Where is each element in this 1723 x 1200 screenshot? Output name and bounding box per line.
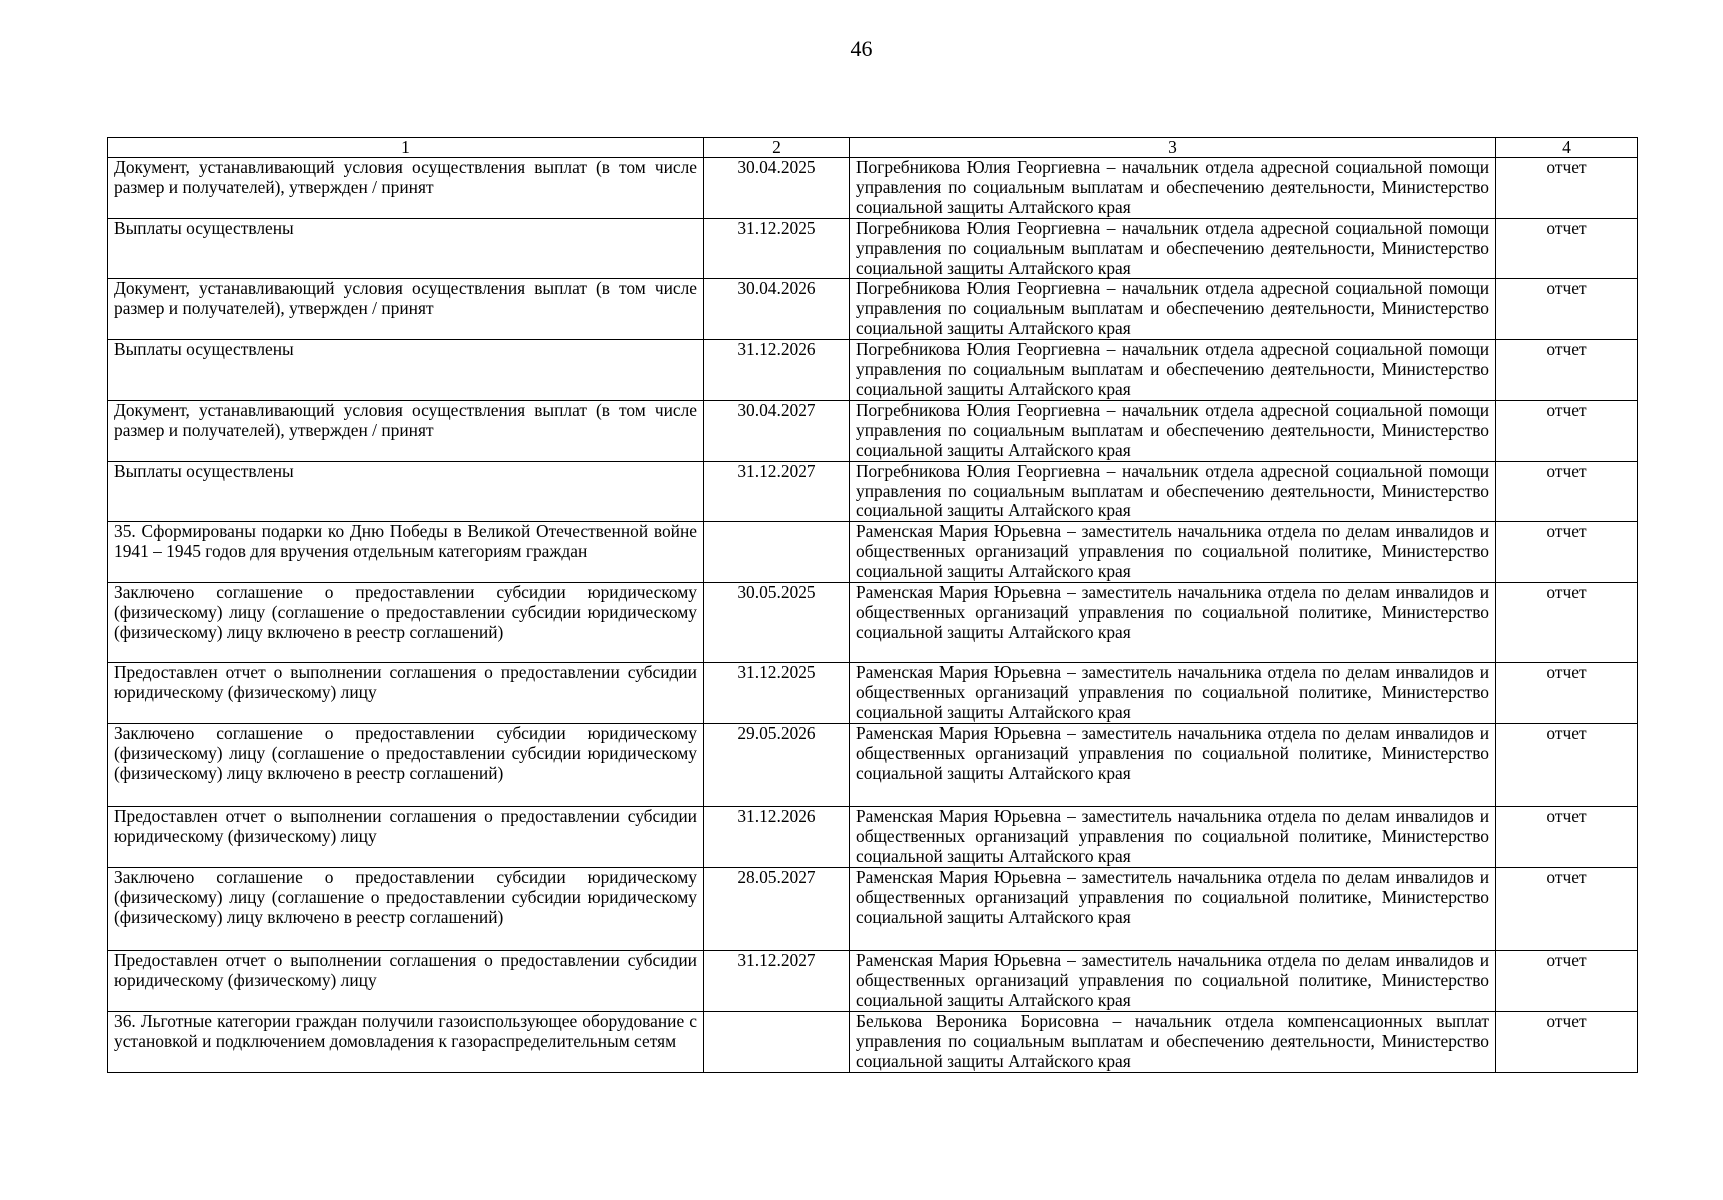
responsible-cell: Раменская Мария Юрьевна – заместитель начальника отдела по делам инвалидов и общественных организаций управления по социальной политике, Министерство социальной защиты Алтайского края [850,807,1496,868]
column-header: 4 [1496,138,1638,158]
date-cell: 31.12.2027 [704,461,850,522]
document-cell: отчет [1496,522,1638,583]
table-row [108,1012,1638,1073]
column-header: 2 [704,138,850,158]
event-cell: Заключено соглашение о предоставлении субсидии юридическому (физическому) лицу (соглашение о предоставлении субсидии юридическому (физическому) лицу включено в реестр соглашений) [108,724,704,807]
table-row [108,340,1638,401]
document-cell: отчет [1496,400,1638,461]
table-row [108,461,1638,522]
document-cell: отчет [1496,951,1638,1012]
responsible-cell: Раменская Мария Юрьевна – заместитель начальника отдела по делам инвалидов и общественных организаций управления по социальной политике, Министерство социальной защиты Алтайского края [850,951,1496,1012]
table-header-row [108,138,1638,158]
event-cell: Документ, устанавливающий условия осуществления выплат (в том числе размер и получателей), утвержден / принят [108,158,704,219]
date-cell: 31.12.2025 [704,663,850,724]
document-cell: отчет [1496,1012,1638,1073]
responsible-cell: Раменская Мария Юрьевна – заместитель начальника отдела по делам инвалидов и общественных организаций управления по социальной политике, Министерство социальной защиты Алтайского края [850,522,1496,583]
responsible-cell: Погребникова Юлия Георгиевна – начальник отдела адресной социальной помощи управления по социальным выплатам и обеспечению деятельности, Министерство социальной защиты Алтайского края [850,340,1496,401]
table-row [108,663,1638,724]
table-row [108,218,1638,279]
table-row [108,724,1638,807]
event-cell: Предоставлен отчет о выполнении соглашения о предоставлении субсидии юридическому (физическому) лицу [108,951,704,1012]
responsible-cell: Раменская Мария Юрьевна – заместитель начальника отдела по делам инвалидов и общественных организаций управления по социальной политике, Министерство социальной защиты Алтайского края [850,663,1496,724]
date-cell: 30.04.2027 [704,400,850,461]
responsible-cell: Погребникова Юлия Георгиевна – начальник отдела адресной социальной помощи управления по социальным выплатам и обеспечению деятельности, Министерство социальной защиты Алтайского края [850,461,1496,522]
date-cell [704,522,850,583]
table-row [108,522,1638,583]
table-row [108,951,1638,1012]
document-cell: отчет [1496,868,1638,951]
event-cell: 36. Льготные категории граждан получили газоиспользующее оборудование с установкой и подключением домовладения к газораспределительным сетям [108,1012,704,1073]
plan-table [107,137,1638,1073]
document-cell: отчет [1496,340,1638,401]
table-row [108,807,1638,868]
page-number: 46 [850,36,873,61]
responsible-cell: Погребникова Юлия Георгиевна – начальник отдела адресной социальной помощи управления по социальным выплатам и обеспечению деятельности, Министерство социальной защиты Алтайского края [850,218,1496,279]
responsible-cell: Погребникова Юлия Георгиевна – начальник отдела адресной социальной помощи управления по социальным выплатам и обеспечению деятельности, Министерство социальной защиты Алтайского края [850,158,1496,219]
date-cell: 31.12.2026 [704,340,850,401]
date-cell: 28.05.2027 [704,868,850,951]
table-row [108,868,1638,951]
table-row [108,279,1638,340]
event-cell: 35. Сформированы подарки ко Дню Победы в Великой Отечественной войне 1941 – 1945 годов для вручения отдельным категориям граждан [108,522,704,583]
date-cell: 29.05.2026 [704,724,850,807]
event-cell: Документ, устанавливающий условия осуществления выплат (в том числе размер и получателей), утвержден / принят [108,400,704,461]
column-header: 3 [850,138,1496,158]
date-cell [704,1012,850,1073]
responsible-cell: Раменская Мария Юрьевна – заместитель начальника отдела по делам инвалидов и общественных организаций управления по социальной политике, Министерство социальной защиты Алтайского края [850,583,1496,663]
document-cell: отчет [1496,724,1638,807]
document-cell: отчет [1496,158,1638,219]
responsible-cell: Белькова Вероника Борисовна – начальник отдела компенсационных выплат управления по социальным выплатам и обеспечению деятельности, Министерство социальной защиты Алтайского края [850,1012,1496,1073]
event-cell: Выплаты осуществлены [108,218,704,279]
table-row [108,583,1638,663]
document-cell: отчет [1496,583,1638,663]
event-cell: Документ, устанавливающий условия осуществления выплат (в том числе размер и получателей), утвержден / принят [108,279,704,340]
document-cell: отчет [1496,279,1638,340]
event-cell: Заключено соглашение о предоставлении субсидии юридическому (физическому) лицу (соглашение о предоставлении субсидии юридическому (физическому) лицу включено в реестр соглашений) [108,868,704,951]
event-cell: Выплаты осуществлены [108,461,704,522]
responsible-cell: Погребникова Юлия Георгиевна – начальник отдела адресной социальной помощи управления по социальным выплатам и обеспечению деятельности, Министерство социальной защиты Алтайского края [850,400,1496,461]
document-cell: отчет [1496,218,1638,279]
event-cell: Выплаты осуществлены [108,340,704,401]
event-cell: Заключено соглашение о предоставлении субсидии юридическому (физическому) лицу (соглашение о предоставлении субсидии юридическому (физическому) лицу включено в реестр соглашений) [108,583,704,663]
document-cell: отчет [1496,807,1638,868]
date-cell: 31.12.2027 [704,951,850,1012]
document-cell: отчет [1496,663,1638,724]
responsible-cell: Погребникова Юлия Георгиевна – начальник отдела адресной социальной помощи управления по социальным выплатам и обеспечению деятельности, Министерство социальной защиты Алтайского края [850,279,1496,340]
date-cell: 31.12.2026 [704,807,850,868]
date-cell: 30.04.2026 [704,279,850,340]
table-row [108,400,1638,461]
event-cell: Предоставлен отчет о выполнении соглашения о предоставлении субсидии юридическому (физическому) лицу [108,663,704,724]
responsible-cell: Раменская Мария Юрьевна – заместитель начальника отдела по делам инвалидов и общественных организаций управления по социальной политике, Министерство социальной защиты Алтайского края [850,868,1496,951]
date-cell: 30.04.2025 [704,158,850,219]
date-cell: 30.05.2025 [704,583,850,663]
event-cell: Предоставлен отчет о выполнении соглашения о предоставлении субсидии юридическому (физическому) лицу [108,807,704,868]
table-row [108,158,1638,219]
column-header: 1 [108,138,704,158]
responsible-cell: Раменская Мария Юрьевна – заместитель начальника отдела по делам инвалидов и общественных организаций управления по социальной политике, Министерство социальной защиты Алтайского края [850,724,1496,807]
date-cell: 31.12.2025 [704,218,850,279]
document-cell: отчет [1496,461,1638,522]
